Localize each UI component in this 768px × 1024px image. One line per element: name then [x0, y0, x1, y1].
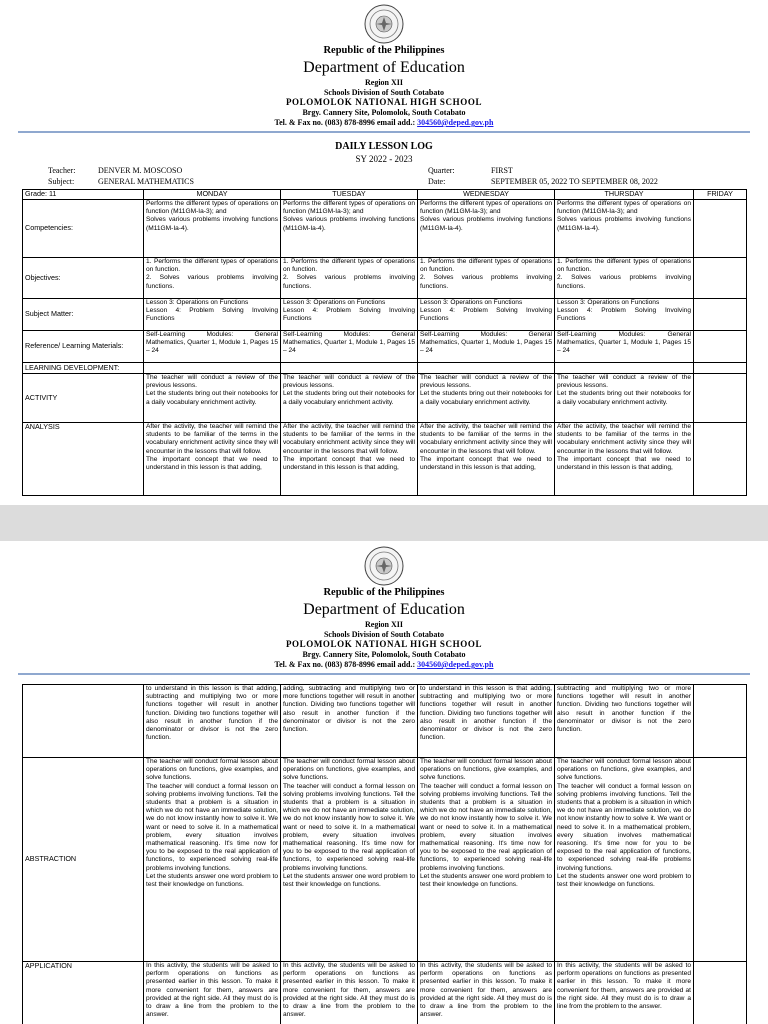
- header-school: POLOMOLOK NATIONAL HIGH SCHOOL: [285, 639, 483, 649]
- row-label-application: APPLICATION: [23, 962, 144, 1024]
- cell-abstraction-thu: The teacher will conduct formal lesson about operations on functions, give examples, and solve functions. The teacher will conduct a formal lesson on solving problems involving functions. Tell the students that a problem is a situation in which we do not have an immediate solution, we do not know instantly how to solve it. We want or need to solve it. In a mathematical problem, every situation involves mathematical reasoning. It's time now for you to be exposed to the real application of functions, to experienced solving real-life problems involving functions. Let the students answer one word problem to test their knowledge on functions.: [555, 758, 694, 962]
- cell-analysis-thu: After the activity, the teacher will remind the students to be familiar of the terms in the vocabulary enrichment activity since they will encounter in the lessons that will follow. The important concept that we need to understand in this lesson is that adding,: [555, 423, 694, 496]
- date-value: SEPTEMBER 05, 2022 TO SEPTEMBER 08, 2022: [491, 177, 658, 186]
- header-contact: [0, 118, 768, 128]
- row-label-subject-matter: Subject Matter:: [23, 299, 144, 331]
- header-email-link[interactable]: 304560@deped.gov.ph: [417, 660, 494, 669]
- row-label-reference: Reference/ Learning Materials:: [23, 331, 144, 363]
- lesson-log-page-1: [0, 0, 768, 505]
- lesson-log-table: [22, 189, 747, 496]
- cell-application-mon: In this activity, the students will be asked to perform operations on functions as presented earlier in this lesson. To make it more convenient for them, answers are provided at the right side. All they must do is to draw a line from the problem to the answer.: [144, 962, 281, 1024]
- cell-subject-mon: Lesson 3: Operations on Functions Lesson 4: Problem Solving Involving Functions: [144, 299, 281, 331]
- subject-name: GENERAL MATHEMATICS: [98, 177, 194, 186]
- header-department: Department of Education: [303, 601, 465, 618]
- cell-ld-thu: [555, 363, 694, 374]
- cell-competencies-mon: Performs the different types of operations on function (M11GM-Ia-3); and Solves various problems involving functions (M11GM-Ia-4).: [144, 200, 281, 258]
- header-contact-text: Tel. & Fax no. (083) 878-8996 email add.:: [274, 118, 416, 127]
- subject-label: Subject:: [48, 177, 75, 186]
- cell-reference-tue: Self-Learning Modules: General Mathematics, Quarter 1, Module 1, Pages 15 – 24: [281, 331, 418, 363]
- cell-abstraction-cont-tue: adding, subtracting and multiplying two or more functions together will result in another function. Dividing two functions together will also result in another function if the denominator or divisor is not the zero function.: [281, 685, 418, 758]
- row-label-analysis: ANALYSIS: [23, 423, 144, 496]
- header-division: Schools Division of South Cotabato: [323, 630, 445, 639]
- cell-abstraction-cont-mon: to understand in this lesson is that adding, subtracting and multiplying two or more functions together will result in another function. Dividing two functions together will also result in another function if the denominator or divisor is not the zero function.: [144, 685, 281, 758]
- row-label-abstraction: ABSTRACTION: [23, 758, 144, 962]
- header-republic: Republic of the Philippines: [323, 587, 445, 598]
- lesson-log-page-2: [0, 541, 768, 1024]
- quarter-value: FIRST: [491, 166, 513, 175]
- day-monday: MONDAY: [144, 190, 281, 200]
- cell-activity-fri: [694, 374, 747, 423]
- header-republic: Republic of the Philippines: [323, 45, 445, 56]
- cell-abstraction-wed: The teacher will conduct formal lesson about operations on functions, give examples, and solve functions. The teacher will conduct a formal lesson on solving problems involving functions. Tell the students that a problem is a situation in which we do not have an immediate solution, we do not know instantly how to solve it. We want or need to solve it. In a mathematical problem, every situation involves mathematical reasoning. It's time now for you to be exposed to the real application of functions, to experienced solving real-life problems involving functions. Let the students answer one word problem to test their knowledge on functions.: [418, 758, 555, 962]
- cell-ld-mon: [144, 363, 281, 374]
- cell-objectives-thu: 1. Performs the different types of operations on function. 2. Solves various problems involving functions.: [555, 258, 694, 299]
- table-row: [23, 758, 747, 962]
- table-row: [23, 374, 747, 423]
- table-row: [23, 962, 747, 1024]
- table-row: [23, 363, 747, 374]
- cell-activity-tue: The teacher will conduct a review of the previous lessons. Let the students bring out their notebooks for a daily vocabulary enrichment activity.: [281, 374, 418, 423]
- cell-analysis-fri: [694, 423, 747, 496]
- cell-abstraction-tue: The teacher will conduct formal lesson about operations on functions, give examples, and solve functions. The teacher will conduct a formal lesson on solving problems involving functions. Tell the students that a problem is a situation in which we do not have an immediate solution, we do not know instantly how to solve it. We want or need to solve it. In a mathematical problem, every situation involves mathematical reasoning. It's time now for you to be exposed to the real application of functions, to experienced solving real-life problems involving functions. Let the students answer one word problem to test their knowledge on functions.: [281, 758, 418, 962]
- day-tuesday: TUESDAY: [281, 190, 418, 200]
- cell-analysis-wed: After the activity, the teacher will remind the students to be familiar of the terms in the vocabulary enrichment activity since they will encounter in the lessons that will follow. The important concept that we need to understand in this lesson is that adding,: [418, 423, 555, 496]
- table-row: [23, 423, 747, 496]
- header-region: Region XII: [364, 78, 403, 87]
- cell-competencies-fri: [694, 200, 747, 258]
- header-address: Brgy. Cannery Site, Polomolok, South Cotabato: [302, 650, 466, 659]
- cell-reference-fri: [694, 331, 747, 363]
- header-email-link[interactable]: 304560@deped.gov.ph: [417, 118, 494, 127]
- header-contact-text: Tel. & Fax no. (083) 878-8996 email add.:: [274, 660, 416, 669]
- table-row: [23, 331, 747, 363]
- cell-abstraction-cont-thu: subtracting and multiplying two or more functions together will result in another function. Dividing two functions together will also result in another function if the denominator or divisor is not the zero function.: [555, 685, 694, 758]
- cell-subject-tue: Lesson 3: Operations on Functions Lesson 4: Problem Solving Involving Functions: [281, 299, 418, 331]
- cell-abstraction-fri: [694, 758, 747, 962]
- header-school: POLOMOLOK NATIONAL HIGH SCHOOL: [285, 97, 483, 107]
- grade-cell: Grade: 11: [23, 190, 144, 200]
- header-divider: [18, 673, 750, 675]
- cell-ld-fri: [694, 363, 747, 374]
- table-row: [23, 200, 747, 258]
- day-wednesday: WEDNESDAY: [418, 190, 555, 200]
- cell-competencies-wed: Performs the different types of operations on function (M11GM-Ia-3); and Solves various problems involving functions (M11GM-Ia-4).: [418, 200, 555, 258]
- row-label-empty: [23, 685, 144, 758]
- header-division: Schools Division of South Cotabato: [323, 88, 445, 97]
- cell-activity-wed: The teacher will conduct a review of the previous lessons. Let the students bring out their notebooks for a daily vocabulary enrichment activity.: [418, 374, 555, 423]
- cell-reference-thu: Self-Learning Modules: General Mathematics, Quarter 1, Module 1, Pages 15 – 24: [555, 331, 694, 363]
- school-year: SY 2022 - 2023: [355, 154, 413, 164]
- teacher-label: Teacher:: [48, 166, 76, 175]
- cell-competencies-tue: Performs the different types of operations on function (M11GM-Ia-3); and Solves various problems involving functions (M11GM-Ia-4).: [281, 200, 418, 258]
- header-contact: [0, 660, 768, 670]
- day-thursday: THURSDAY: [555, 190, 694, 200]
- deped-seal-icon: [364, 546, 404, 586]
- deped-seal-icon: [364, 4, 404, 44]
- doc-title: DAILY LESSON LOG: [335, 141, 433, 152]
- cell-application-tue: In this activity, the students will be asked to perform operations on functions as presented earlier in this lesson. To make it more convenient for them, answers are provided at the right side. All they must do is to draw a line from the problem to the answer.: [281, 962, 418, 1024]
- table-row: [23, 299, 747, 331]
- cell-ld-wed: [418, 363, 555, 374]
- cell-application-thu: In this activity, the students will be asked to perform operations on functions as presented earlier in this lesson. To make it more convenient for them, answers are provided at the right side. All they must do is to draw a line from the problem to the answer.: [555, 962, 694, 1024]
- cell-abstraction-cont-wed: to understand in this lesson is that adding, subtracting and multiplying two or more functions together will result in another function. Dividing two functions together will also result in another function if the denominator or divisor is not the zero function.: [418, 685, 555, 758]
- header-department: Department of Education: [303, 59, 465, 76]
- header-region: Region XII: [364, 620, 403, 629]
- cell-objectives-fri: [694, 258, 747, 299]
- cell-analysis-tue: After the activity, the teacher will remind the students to be familiar of the terms in the vocabulary enrichment activity since they will encounter in the lessons that will follow. The important concept that we need to understand in this lesson is that adding,: [281, 423, 418, 496]
- table-header-row: [23, 190, 747, 200]
- cell-competencies-thu: Performs the different types of operations on function (M11GM-Ia-3); and Solves various problems involving functions (M11GM-Ia-4).: [555, 200, 694, 258]
- table-row: [23, 685, 747, 758]
- day-friday: FRIDAY: [694, 190, 747, 200]
- row-label-objectives: Objectives:: [23, 258, 144, 299]
- header-address: Brgy. Cannery Site, Polomolok, South Cotabato: [302, 108, 466, 117]
- teacher-name: DENVER M. MOSCOSO: [98, 166, 183, 175]
- cell-ld-tue: [281, 363, 418, 374]
- cell-objectives-mon: 1. Performs the different types of operations on function. 2. Solves various problems involving functions.: [144, 258, 281, 299]
- cell-subject-thu: Lesson 3: Operations on Functions Lesson 4: Problem Solving Involving Functions: [555, 299, 694, 331]
- cell-abstraction-cont-fri: [694, 685, 747, 758]
- cell-application-wed: In this activity, the students will be asked to perform operations on functions as presented earlier in this lesson. To make it more convenient for them, answers are provided at the right side. All they must do is to draw a line from the problem to the answer.: [418, 962, 555, 1024]
- cell-reference-mon: Self-Learning Modules: General Mathematics, Quarter 1, Module 1, Pages 15 – 24: [144, 331, 281, 363]
- cell-application-fri: [694, 962, 747, 1024]
- header-divider: [18, 131, 750, 133]
- table-row: [23, 258, 747, 299]
- row-label-competencies: Competencies:: [23, 200, 144, 258]
- cell-subject-fri: [694, 299, 747, 331]
- date-label: Date:: [428, 177, 446, 186]
- row-label-activity: ACTIVITY: [23, 374, 144, 423]
- lesson-log-table-continued: [22, 684, 747, 1024]
- cell-abstraction-mon: The teacher will conduct formal lesson about operations on functions, give examples, and solve functions. The teacher will conduct a formal lesson on solving problems involving functions. Tell the students that a problem is a situation in which we do not have an immediate solution, we do not know instantly how to solve it. We want or need to solve it. In a mathematical problem, every situation involves mathematical reasoning. It's time now for you to be exposed to the real application of functions, to experienced solving real-life problems involving functions. Let the students answer one word problem to test their knowledge on functions.: [144, 758, 281, 962]
- cell-subject-wed: Lesson 3: Operations on Functions Lesson 4: Problem Solving Involving Functions: [418, 299, 555, 331]
- cell-reference-wed: Self-Learning Modules: General Mathematics, Quarter 1, Module 1, Pages 15 – 24: [418, 331, 555, 363]
- cell-analysis-mon: After the activity, the teacher will remind the students to be familiar of the terms in the vocabulary enrichment activity since they will encounter in the lessons that will follow. The important concept that we need to understand in this lesson is that adding,: [144, 423, 281, 496]
- cell-activity-thu: The teacher will conduct a review of the previous lessons. Let the students bring out their notebooks for a daily vocabulary enrichment activity.: [555, 374, 694, 423]
- cell-activity-mon: The teacher will conduct a review of the previous lessons. Let the students bring out their notebooks for a daily vocabulary enrichment activity.: [144, 374, 281, 423]
- row-label-learning-development: LEARNING DEVELOPMENT:: [23, 363, 144, 374]
- quarter-label: Quarter:: [428, 166, 455, 175]
- cell-objectives-tue: 1. Performs the different types of operations on function. 2. Solves various problems involving functions.: [281, 258, 418, 299]
- cell-objectives-wed: 1. Performs the different types of operations on function. 2. Solves various problems involving functions.: [418, 258, 555, 299]
